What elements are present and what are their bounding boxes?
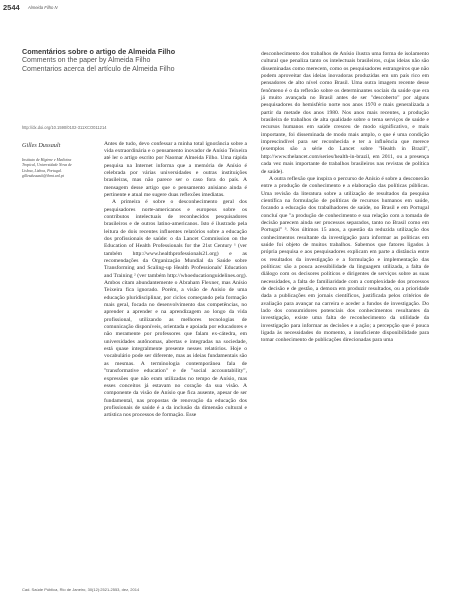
body-column-left	[104, 141, 247, 420]
affiliation-line: Tropical, Universidade Nova de	[22, 163, 72, 168]
title-block	[22, 47, 237, 74]
author-block	[22, 142, 100, 179]
affiliation-line: Instituto de Higiene e Medicina	[22, 158, 72, 162]
author-affiliation	[22, 158, 100, 179]
journal-footer: Cad. Saúde Pública, Rio de Janeiro, 30(12):2521-2553, dez, 2014	[22, 587, 140, 592]
paragraph: desconhecimento dos trabalhos de Anísio ilustra uma forma de isolamento cultural que penaliza tanto os intelectuais brasileiros, cujas ideias não são disseminadas como merecem, como os pesquisadores estrangeiros que não podem aproveitar das ideias inovadoras produzidas em um país rico em pensadores de alto nível como Brasil. Uma outra imagem recente desse fenômeno é o da reflexão sobre os determinantes sociais da saúde que era já muito avançada no Brasil antes de ser "descoberto" por alguns pesquisadores do hemisfério norte nos anos 1970 e mais generalizada a partir da metade dos anos 1980. Nos anos mais recentes, a produção brasileira de trabalhos de alta qualidade sobre o tema serviços de saúde e recursos humanos em saúde cresceu de modo significativo, e mais importante, foi disseminada de modo mais amplo, o que é uma condição imprescindível para ser reconhecida e ter a influência que merece (exemplos são a série do Lancet sobre "Health in Brazil", http://www.thelancet.com/series/health-in-brazil, em 2011, ou a presença cada vez mais importante de trabalhos brasileiros nas revistas de política de saúde).	[261, 51, 429, 175]
author-email[interactable]: gillesdussault@ihmt.unl.pt	[22, 173, 64, 178]
running-head: Almeida Filho N	[28, 4, 58, 10]
paragraph: Antes de tudo, devo confessar a minha total ignorância sobre a vida extraordinária e o pensamento inovador de Anísio Teixeira até ler o artigo escrito por Naomar Almeida Filho. Uma rápida pesquisa na Internet informa que a memória de Anísio é celebrada por várias universidades e outras instituições brasileiras, mas não parece ser o caso fora do país. A mensagem desse artigo que o pensamento anisiano ainda é pertinente e atual me sugere duas reflexões imediatas.	[104, 140, 247, 198]
doi-link[interactable]: http://dx.doi.org/10.1590/0102-311XCO011214	[22, 125, 107, 130]
title-portuguese: Comentários sobre o artigo de Almeida Filho	[22, 47, 176, 56]
paragraph: A primeira é sobre o desconhecimento geral dos pesquisadores norte-americanos e europeus sobre os contributos intelectuais de reconhecidos pesquisadores brasileiros e de outros latino-americanos. Isto é ilustrado pela leitura de dois recentes influentes relatórios sobre a educação dos profissionais de saúde: o da Lancet Commission on the Education of Health Professionals for the 21st Century ¹ (ver também http://www.healthprofessionals21.org) e as recomendações da Organização Mundial da Saúde sobre Transforming and Scaling-up Health Professionals' Education and Training ² (ver também http://whoeducationguidelines.org). Ambos citam abundantemente o Abraham Flexner, mas Anísio Teixeira fica ignorado. Porém, a visão de Anísio de uma educação pluridisciplinar, por ciclos começando pela formação mais geral, focada no desenvolvimento das competências, no aprender a aprender e na aprendizagem ao longo da vida profissional, utilizando as melhores tecnologias de comunicação disponíveis, orientada e apoiada por educadores e não meramente por professores que falam ex-cátedra, em universidades autônomas, abertas e integradas na sociedade, está quase integralmente presente nesses relatórios. Hoje o vocabulário pode ser diferente, mas as ideias fundamentais são as mesmas. A terminologia contemporânea fala de "transformative education" e de "social accountability", expressões que não eram utilizadas no tempo de Anísio, mas esses conceitos já estavam no coração da sua visão. A componente da visão de Anísio que fica ausente, apesar de ser fundamental, nas propostas de renovação da educação dos profissionais de saúde é a da inclusão da dimensão cultural e artística nos processos de formação. Esse	[104, 199, 247, 419]
author-name: Gilles Dussault	[22, 142, 61, 149]
body-column-right	[261, 51, 429, 345]
page-header	[3, 3, 203, 13]
title-spanish: Comentarios acerca del artículo de Almeida Filho	[22, 66, 175, 73]
affiliation-line: Lisboa, Lisboa, Portugal.	[22, 168, 62, 173]
paragraph: A outra reflexão que inspira o percurso de Anísio é sobre a desconexão entre a produção de conhecimento e a elaboração das políticas públicas. Uma revisão da literatura sobre a utilização de resultados da pesquisa científica na formulação de políticas de recursos humanos em saúde, focando a educação dos trabalhadores de saúde, no Brasil e em Portugal concluí que "a produção de conhecimento e sua relação com a tomada de decisão parecem ainda ser processos separados, tanto no Brasil como em Portugal" ³. Nos últimos 15 anos, a questão da reduzida utilização dos conhecimentos resultante da investigação para informar as políticas em saúde foi objeto de muitos trabalhos. Sabemos que fatores ligados à própria pesquisa e aos pesquisadores explicam em parte a distância entre os resultados da investigação e a formulação e implementação das políticas: são a pouca acessibilidade da linguagem utilizada, a falta de diálogo com os decisores políticos e dirigentes de serviços sobre as suas necessidades, a falta de familiaridade com a complexidade dos processos de decisão e de gestão, a demora em produzir resultados, ou a prioridade dada a publicações em jornais científicos, justificada pelos critérios de avaliação para avançar na carreira e aceder a fundos de investigação. Do lado dos consumidores potenciais dos conhecimentos resultantes da investigação, existe uma falta de reconhecimento da utilidade da investigação para informar as decisões e a ação; a percepção que é pouca ligada às necessidades do momento, a insuficiente disponibilidade para tomar conhecimento de publicações direcionadas para uma	[261, 175, 429, 344]
title-english: Comments on the paper by Almeida Filho	[22, 57, 151, 64]
page-number: 2544	[3, 3, 20, 12]
